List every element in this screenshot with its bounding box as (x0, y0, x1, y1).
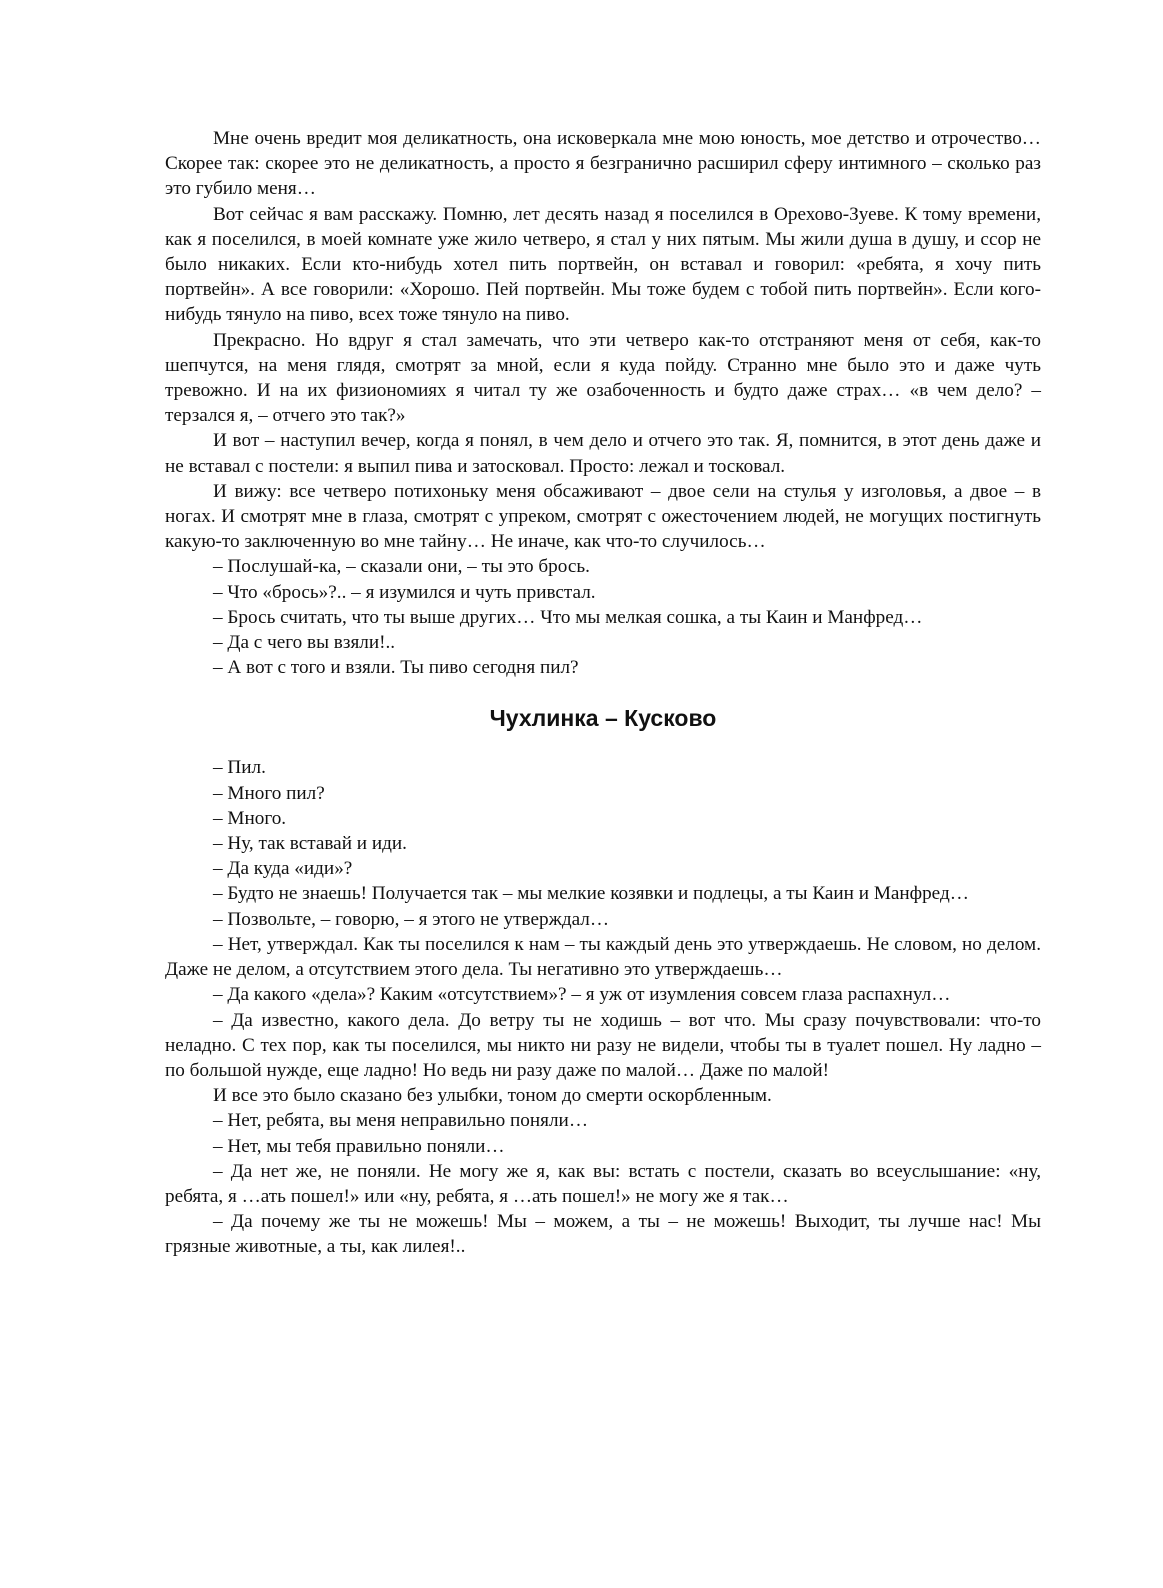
dialogue-line: – Послушай-ка, – сказали они, – ты это брось. (213, 556, 590, 578)
paragraph: Мне очень вредит моя деликатность, она исковеркала мне мою юность, мое детство и отрочество… Скорее так: скорее это не деликатность, а просто я безгранично расширил сферу интимного – сколько раз это губило меня… (165, 128, 1041, 200)
dialogue-line: – Много пил? (213, 782, 325, 804)
section-heading: Чухлинка – Кусково (489, 705, 717, 732)
dialogue-line: – Много. (213, 807, 287, 829)
dialogue-line: – Ну, так вставай и иди. (213, 833, 407, 855)
paragraph: И вот – наступил вечер, когда я понял, в чем дело и отчего это так. Я, помнится, в этот день даже и не вставал с постели: я выпил пива и затосковал. Просто: лежал и тосковал. (165, 430, 1041, 477)
paragraph: Вот сейчас я вам расскажу. Помню, лет десять назад я поселился в Орехово-Зуеве. К тому времени, как я поселился, в моей комнате уже жило четверо, я стал у них пятым. Мы жили душа в душу, и ссор не было никаких. Если кто-нибудь хотел пить портвейн, он вставал и говорил: «ребята, я хочу пить портвейн». А все говорили: «Хорошо. Пей портвейн. Мы тоже будем с тобой пить портвейн». Если кого-нибудь тянуло на пиво, всех тоже тянуло на пиво. (165, 203, 1041, 326)
dialogue-line: – Нет, ребята, вы меня неправильно поняли… (213, 1110, 589, 1132)
dialogue-line: – Брось считать, что ты выше других… Что мы мелкая сошка, а ты Каин и Манфред… (213, 606, 923, 628)
document-page (165, 126, 1041, 1260)
dialogue-line: – Да с чего вы взяли!.. (213, 632, 396, 654)
dialogue-line: – Да нет же, не поняли. Не могу же я, как вы: встать с постели, сказать во всеуслышание: «ну, ребята, я …ать пошел!» или «ну, ребята, я …ать пошел!» не могу же я так… (165, 1160, 1041, 1207)
paragraph: Прекрасно. Но вдруг я стал замечать, что эти четверо как-то отстраняют меня от себя, как-то шепчутся, на меня глядя, смотрят за мной, если я куда пойду. Странно мне было это и даже чуть тревожно. И на их физиономиях я читал ту же озабоченность и будто даже страх… «в чем дело? – терзался я, – отчего это так?» (165, 329, 1041, 427)
dialogue-line: – Да какого «дела»? Каким «отсутствием»? – я уж от изумления совсем глаза распахнул… (213, 984, 951, 1006)
dialogue-line: – Нет, мы тебя правильно поняли… (213, 1135, 505, 1157)
dialogue-line: – Пил. (213, 757, 266, 779)
dialogue-line: – Да куда «иди»? (213, 858, 353, 880)
dialogue-line: – Будто не знаешь! Получается так – мы мелкие козявки и подлецы, а ты Каин и Манфред… (213, 883, 969, 905)
dialogue-line: – А вот с того и взяли. Ты пиво сегодня пил? (213, 657, 579, 679)
dialogue-line: – Да почему же ты не можешь! Мы – можем, а ты – не можешь! Выходит, ты лучше нас! Мы грязные животные, а ты, как лилея!.. (165, 1211, 1041, 1258)
paragraph: И вижу: все четверо потихоньку меня обсаживают – двое сели на стулья у изголовья, а двое – в ногах. И смотрят мне в глаза, смотрят с упреком, смотрят с ожесточением людей, не могущих постигнуть какую-то заключенную во мне тайну… Не иначе, как что-то случилось… (165, 480, 1041, 553)
dialogue-line: – Да известно, какого дела. До ветру ты не ходишь – вот что. Мы сразу почувствовали: что-то неладно. С тех пор, как ты поселился, мы никто ни разу не видели, чтобы ты в туалет пошел. Ну ладно – по большой нужде, еще ладно! Но ведь ни разу даже по малой… Даже по малой! (165, 1009, 1041, 1081)
dialogue-line: – Нет, утверждал. Как ты поселился к нам – ты каждый день это утверждаешь. Не словом, но делом. Даже не делом, а отсутствием этого дела. Ты негативно это утверждаешь… (165, 933, 1041, 981)
dialogue-line: – Что «брось»?.. – я изумился и чуть привстал. (213, 581, 596, 603)
paragraph: И все это было сказано без улыбки, тоном до смерти оскорбленным. (213, 1085, 772, 1107)
dialogue-line: – Позвольте, – говорю, – я этого не утверждал… (213, 908, 610, 930)
